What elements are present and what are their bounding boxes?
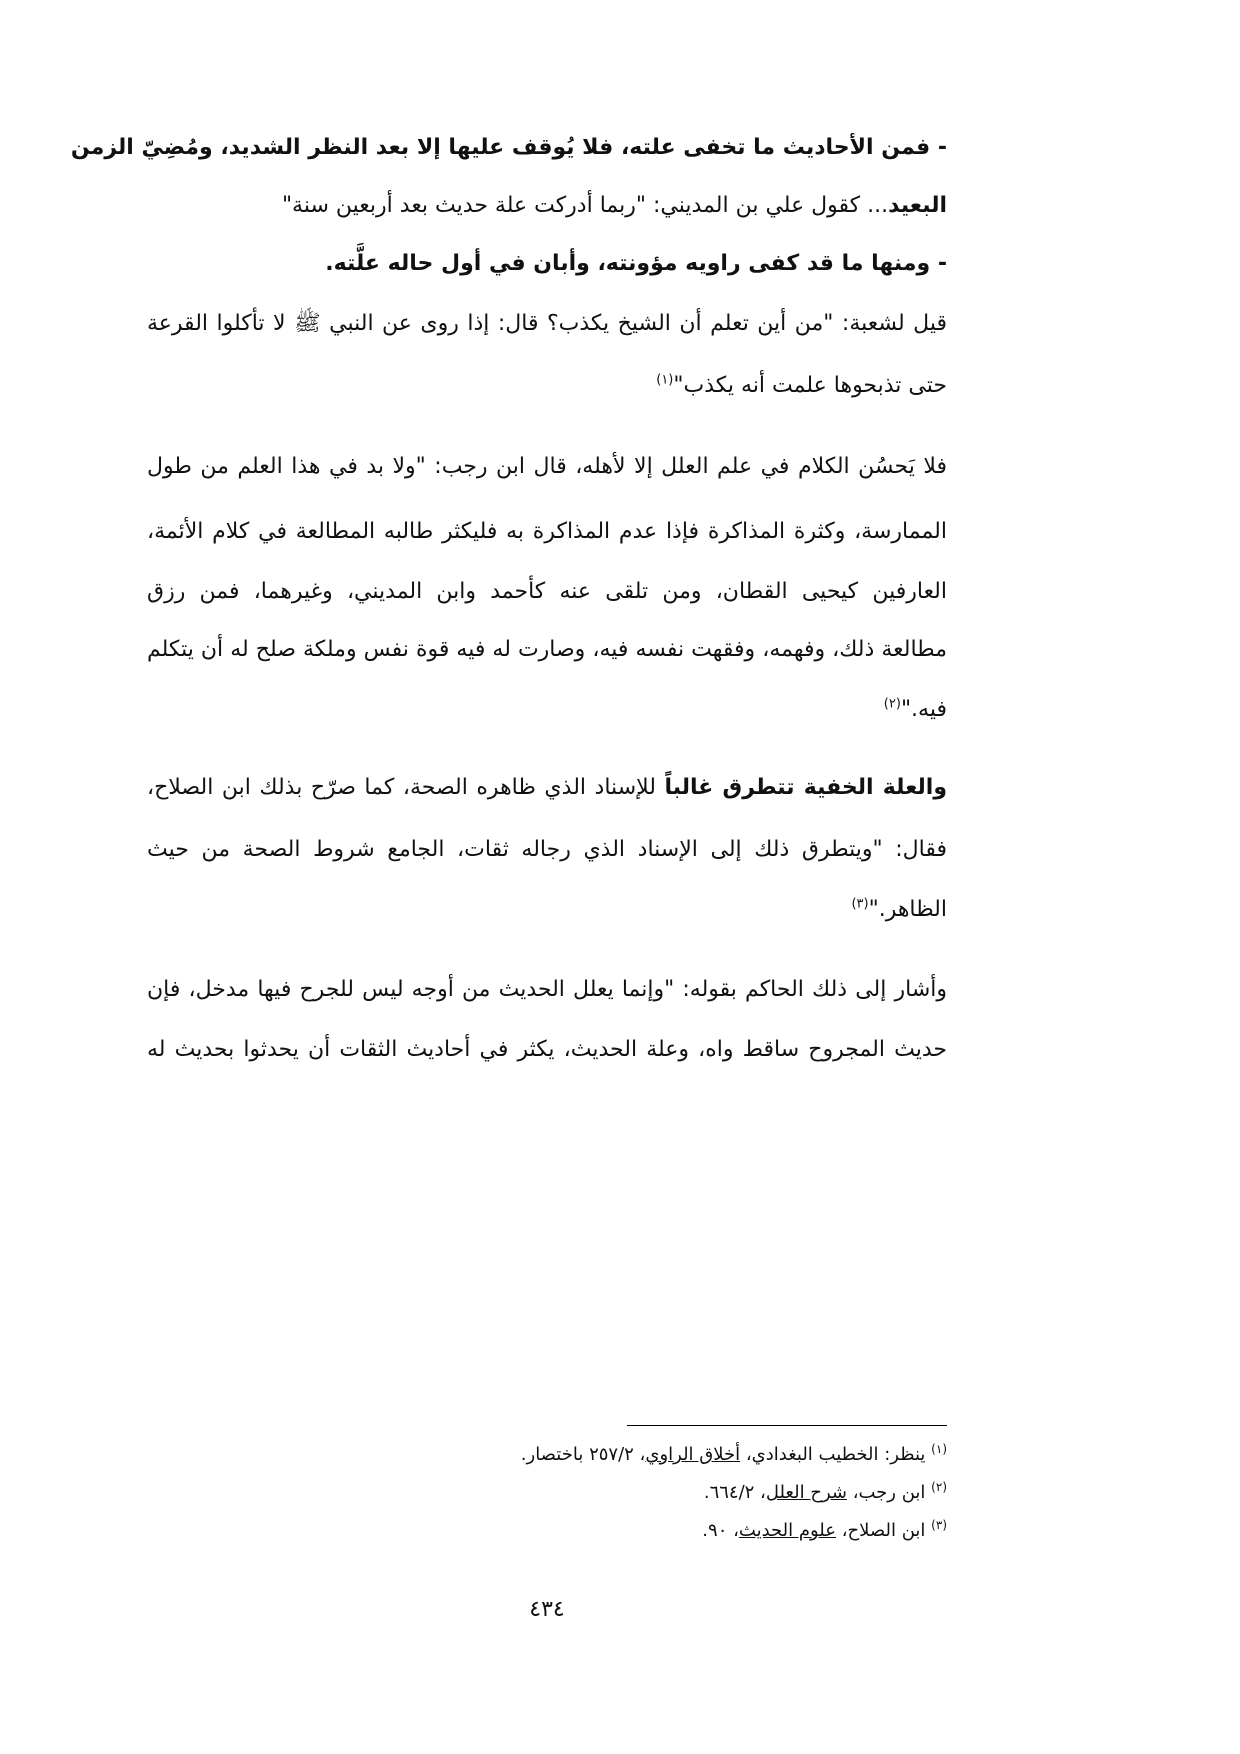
text-line-11 (147, 768, 947, 808)
footnote-text: ينظر: الخطيب البغدادي، (740, 1444, 926, 1465)
bold-term: والعلة الخفية تتطرق غالباً (664, 775, 948, 800)
text-line-5 (147, 366, 947, 406)
text-run: حتى تذبحوها علمت أنه يكذب" (673, 373, 947, 398)
text-run: ... كقول علي بن المديني: "ربما أدركت علة حديث بعد أربعين سنة" (281, 193, 889, 218)
text-line-13 (147, 890, 947, 930)
document-page (70, 0, 948, 1754)
page-number: ٤٣٤ (529, 1597, 565, 1622)
footnote-number: (١) (931, 1442, 947, 1456)
text-run: للإسناد الذي ظاهره الصحة، كما صرّح بذلك ابن الصلاح، (147, 775, 665, 800)
footnote-text: ، ٢٥٧/٢ باختصار. (520, 1444, 646, 1465)
text-line-7: الممارسة، وكثرة المذاكرة فإذا عدم المذاكرة به فليكثر طالبه المطالعة في كلام الأئمة، (147, 519, 947, 544)
text-run: فيه." (900, 697, 947, 722)
footnote-2 (147, 1478, 947, 1508)
bold-term: البعيد (888, 193, 947, 218)
text-line-3: - ومنها ما قد كفى راويه مؤونته، وأبان في أول حاله علَّته. (325, 251, 947, 276)
footnote-number: (٣) (931, 1518, 947, 1532)
footnote-text: ، ٦٦٤/٢. (703, 1482, 766, 1503)
footnote-text: ابن الصلاح، (836, 1520, 926, 1541)
text-line-14: وأشار إلى ذلك الحاكم بقوله: "وإنما يعلل الحديث من أوجه ليس للجرح فيها مدخل، فإن (147, 977, 947, 1002)
footnote-1 (147, 1440, 947, 1470)
footnote-separator (627, 1425, 947, 1426)
text-line-4: قيل لشعبة: "من أين تعلم أن الشيخ يكذب؟ قال: إذا روى عن النبي ﷺ لا تأكلوا القرعة (147, 311, 947, 336)
footnote-text: ، ٩٠. (702, 1520, 739, 1541)
footnote-3 (147, 1516, 947, 1546)
footnote-book-title: أخلاق الراوي (645, 1444, 741, 1465)
text-run: الظاهر." (868, 897, 947, 922)
footnote-book-title: شرح العلل (765, 1482, 847, 1503)
text-line-2 (147, 186, 947, 226)
text-line-8: العارفين كيحيى القطان، ومن تلقى عنه كأحمد وابن المديني، وغيرهما، فمن رزق (147, 579, 947, 604)
text-line-15: حديث المجروح ساقط واه، وعلة الحديث، يكثر في أحاديث الثقات أن يحدثوا بحديث له (147, 1037, 947, 1062)
footnote-ref-1[interactable]: (١) (656, 372, 674, 388)
footnote-ref-2[interactable]: (٢) (883, 696, 901, 712)
footnote-text: ابن رجب، (846, 1482, 926, 1503)
text-line-9: مطالعة ذلك، وفهمه، وفقهت نفسه فيه، وصارت له فيه قوة نفس وملكة صلح له أن يتكلم (147, 637, 947, 662)
footnote-ref-3[interactable]: (٣) (851, 896, 869, 912)
text-line-1: - فمن الأحاديث ما تخفى علته، فلا يُوقف عليها إلا بعد النظر الشديد، ومُضِيّ الزمن (70, 135, 947, 160)
text-line-6: فلا يَحسُن الكلام في علم العلل إلا لأهله، قال ابن رجب: "ولا بد في هذا العلم من طول (147, 454, 947, 479)
text-line-10 (147, 690, 947, 730)
footnote-number: (٢) (931, 1480, 947, 1494)
text-line-12: فقال: "ويتطرق ذلك إلى الإسناد الذي رجاله ثقات، الجامع شروط الصحة من حيث (147, 837, 947, 862)
footnote-book-title: علوم الحديث (738, 1520, 837, 1541)
